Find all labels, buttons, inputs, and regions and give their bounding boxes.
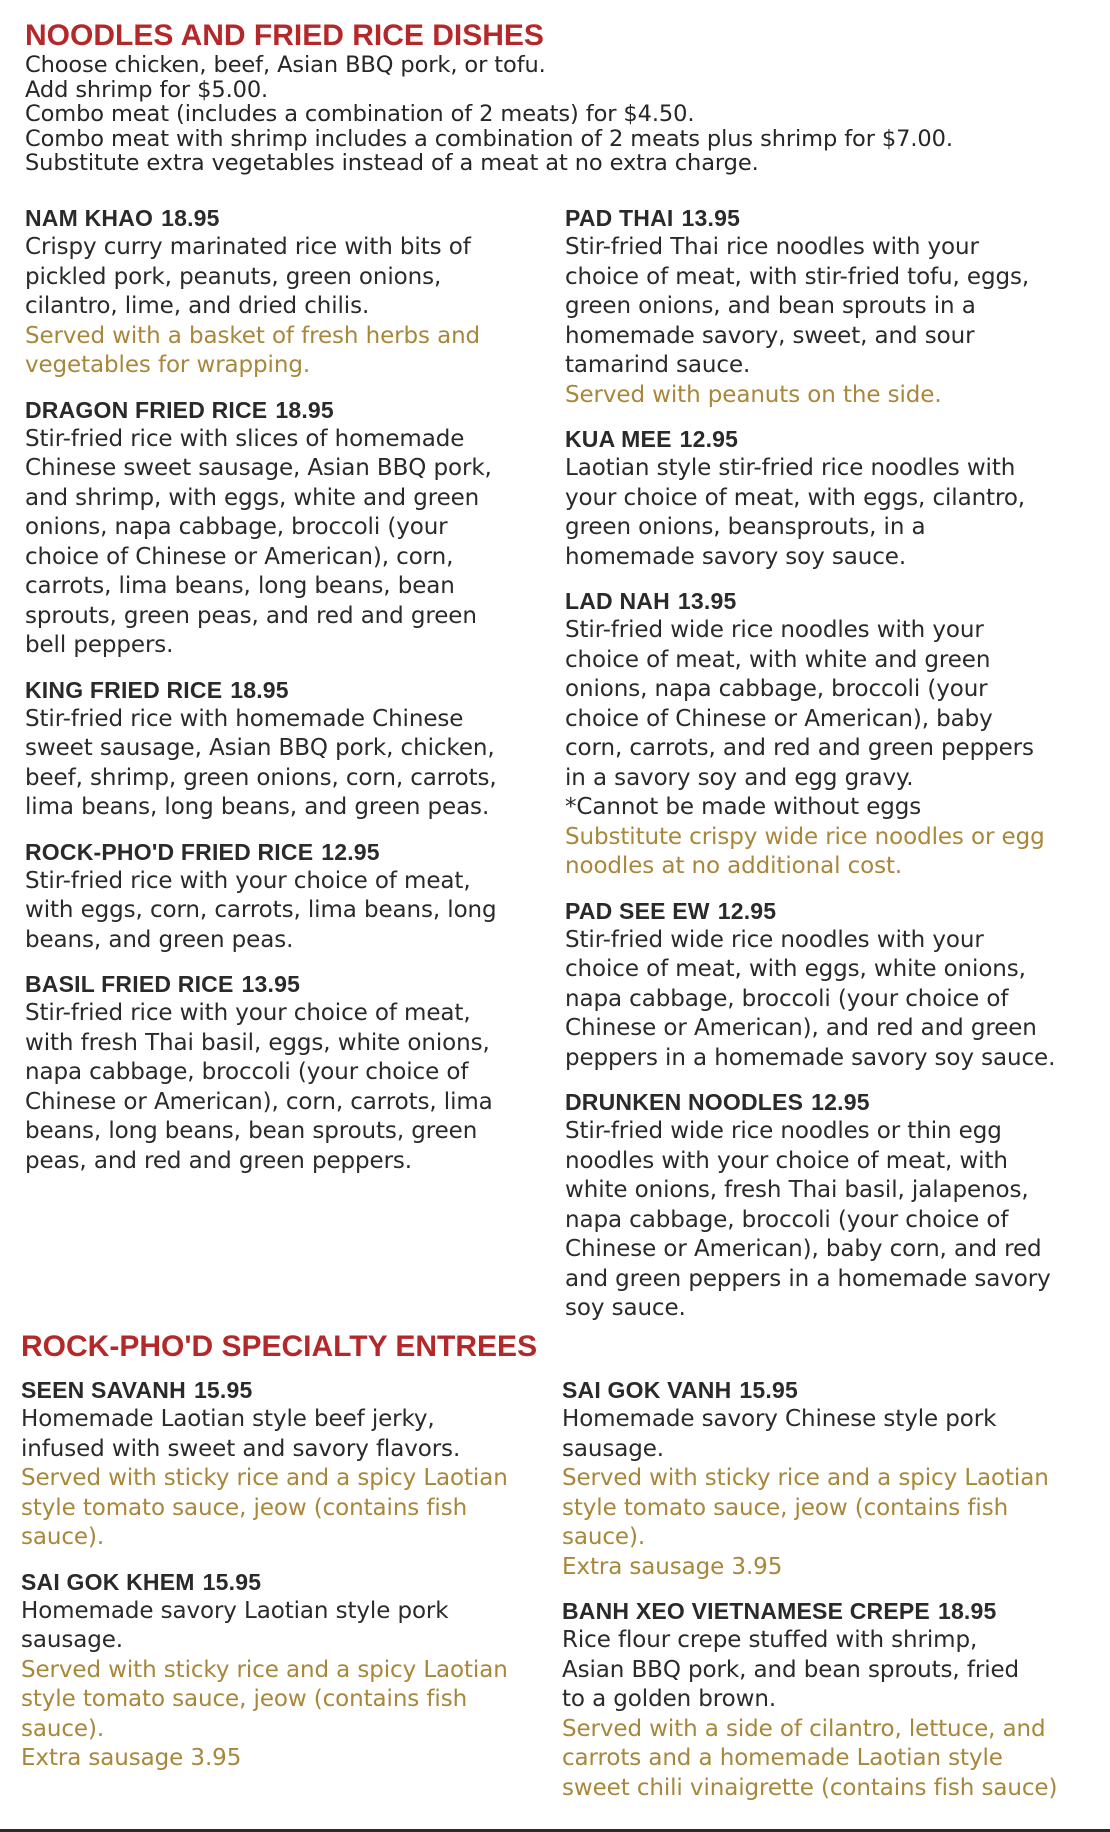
text-line: onions, napa cabbage, broccoli (your xyxy=(25,514,448,540)
text-line: vegetables for wrapping. xyxy=(25,352,311,378)
intro-line: Substitute extra vegetables instead of a meat at no extra charge. xyxy=(25,150,759,176)
text-line: peas, and red and green peppers. xyxy=(25,1147,413,1174)
text-line: Served with a basket of fresh herbs and xyxy=(25,322,481,349)
menu-item-name: PAD SEE EW xyxy=(565,897,710,924)
menu-item-name: SAI GOK KHEM xyxy=(21,1568,195,1595)
text-line: style tomato sauce, jeow (contains fish xyxy=(21,1686,468,1712)
menu-item-price: 12.95 xyxy=(717,897,777,924)
menu-item-note xyxy=(562,1464,1107,1582)
text-line: green onions, beansprouts, in a xyxy=(565,514,926,540)
text-line: Served with peanuts on the side. xyxy=(565,381,942,408)
menu-item-name: PAD THAI xyxy=(565,205,674,231)
text-line: tamarind sauce. xyxy=(565,352,751,378)
menu-item-price: 12.95 xyxy=(321,838,380,865)
menu-item-rock-pho-d-fried-rice xyxy=(25,837,550,956)
menu-item-name: ROCK-PHO'D FRIED RICE xyxy=(25,838,314,865)
text-line: *Cannot be made without eggs xyxy=(565,794,922,820)
intro-line: Add shrimp for $5.00. xyxy=(25,76,269,103)
menu-item-price: 15.95 xyxy=(193,1377,253,1403)
menu-item-seen-savanh xyxy=(21,1375,551,1553)
menu-item-name: KING FRIED RICE xyxy=(25,676,223,703)
menu-item-name: DRAGON FRIED RICE xyxy=(25,396,268,423)
text-line: Chinese sweet sausage, Asian BBQ pork, xyxy=(25,455,492,481)
noodles-left-column xyxy=(25,203,550,1176)
text-line: sauce). xyxy=(21,1715,105,1742)
menu-item-name: DRUNKEN NOODLES xyxy=(565,1089,804,1115)
text-line: lima beans, long beans, and green peas. xyxy=(25,794,490,820)
menu-item-warning xyxy=(565,793,1105,823)
menu-item-heading xyxy=(21,1567,551,1597)
menu-item-name: LAD NAH xyxy=(565,588,670,614)
text-line: corn, carrots, and red and green peppers xyxy=(565,735,1034,761)
menu-item-price: 15.95 xyxy=(739,1377,798,1403)
menu-item-price: 18.95 xyxy=(937,1598,997,1624)
text-line: Homemade Laotian style beef jerky, xyxy=(21,1406,435,1432)
text-line: sweet chili vinaigrette (contains fish sauce) xyxy=(562,1774,1058,1801)
text-line: Substitute crispy wide rice noodles or egg xyxy=(565,823,1045,850)
menu-item-price: 12.95 xyxy=(811,1089,870,1115)
text-line: napa cabbage, broccoli (your choice of xyxy=(25,1059,469,1085)
specialty-right-column xyxy=(562,1375,1107,1803)
menu-item-heading xyxy=(565,1087,1105,1117)
menu-item-name: BANH XEO VIETNAMESE CREPE xyxy=(562,1598,930,1624)
menu-item-price: 18.95 xyxy=(161,205,220,231)
intro-line: Combo meat (includes a combination of 2 meats) for $4.50. xyxy=(25,101,695,127)
text-line: Crispy curry marinated rice with bits of xyxy=(25,234,471,260)
text-line: sweet sausage, Asian BBQ pork, chicken, xyxy=(25,735,495,761)
text-line: Stir-fried rice with homemade Chinese xyxy=(25,705,464,732)
noodles-section-title: NOODLES AND FRIED RICE DISHES xyxy=(25,19,544,52)
menu-item-name: NAM KHAO xyxy=(25,205,154,231)
noodles-right-column xyxy=(565,203,1105,1324)
text-line: Stir-fried rice with slices of homemade xyxy=(25,425,465,452)
menu-item-description xyxy=(25,867,550,956)
text-line: style tomato sauce, jeow (contains fish xyxy=(562,1494,1009,1521)
text-line: in a savory soy and egg gravy. xyxy=(565,764,914,791)
menu-item-banh-xeo-vietnamese-crepe xyxy=(562,1596,1107,1803)
text-line: soy sauce. xyxy=(565,1295,686,1321)
menu-item-description xyxy=(562,1405,1107,1464)
text-line: Served with sticky rice and a spicy Laotian xyxy=(562,1465,1049,1491)
text-line: carrots and a homemade Laotian style xyxy=(562,1745,1003,1771)
text-line: Laotian style stir-fried rice noodles with xyxy=(565,455,1016,481)
menu-item-price: 15.95 xyxy=(202,1568,262,1595)
text-line: green onions, and bean sprouts in a xyxy=(565,293,976,319)
text-line: peppers in a homemade savory soy sauce. xyxy=(565,1044,1056,1071)
menu-item-note xyxy=(562,1715,1107,1804)
menu-item-heading xyxy=(25,395,550,425)
menu-item-lad-nah xyxy=(565,586,1105,882)
text-line: sprouts, green peas, and red and green xyxy=(25,602,477,629)
text-line: Chinese or American), corn, carrots, lima xyxy=(25,1088,493,1115)
menu-item-price: 13.95 xyxy=(677,588,737,614)
text-line: beans, and green peas. xyxy=(25,926,294,953)
text-line: Stir-fried wide rice noodles with your xyxy=(565,926,984,953)
menu-item-description xyxy=(565,616,1105,793)
text-line: Stir-fried wide rice noodles or thin egg xyxy=(565,1118,1002,1144)
text-line: Served with sticky rice and a spicy Laotian xyxy=(21,1656,508,1683)
text-line: Served with sticky rice and a spicy Laotian xyxy=(21,1465,508,1491)
intro-line: Choose chicken, beef, Asian BBQ pork, or tofu. xyxy=(25,52,546,78)
text-line: to a golden brown. xyxy=(562,1686,777,1712)
text-line: choice of meat, with eggs, white onions, xyxy=(565,956,1026,982)
text-line: homemade savory soy sauce. xyxy=(565,543,907,570)
text-line: choice of Chinese or American), corn, xyxy=(25,543,454,570)
menu-item-nam-khao xyxy=(25,203,550,381)
text-line: white onions, fresh Thai basil, jalapenos, xyxy=(565,1177,1029,1203)
text-line: Served with a side of cilantro, lettuce, and xyxy=(562,1715,1046,1742)
menu-item-description xyxy=(565,926,1105,1074)
menu-item-description xyxy=(565,233,1105,381)
menu-item-heading xyxy=(25,837,550,867)
text-line: noodles at no additional cost. xyxy=(565,853,903,879)
menu-item-description xyxy=(565,1117,1105,1324)
menu-item-heading xyxy=(25,675,550,705)
menu-item-pad-see-ew xyxy=(565,896,1105,1074)
menu-item-drunken-noodles xyxy=(565,1087,1105,1324)
text-line: napa cabbage, broccoli (your choice of xyxy=(565,1206,1009,1233)
menu-item-price: 18.95 xyxy=(275,396,334,423)
text-line: noodles with your choice of meat, with xyxy=(565,1147,1008,1174)
menu-item-heading xyxy=(25,969,550,999)
text-line: and shrimp, with eggs, white and green xyxy=(25,484,480,511)
menu-item-note xyxy=(565,381,1105,411)
menu-item-heading xyxy=(565,896,1105,926)
menu-item-description xyxy=(25,999,550,1176)
text-line: Asian BBQ pork, and bean sprouts, fried xyxy=(562,1656,1020,1683)
menu-item-sai-gok-khem xyxy=(21,1567,551,1774)
menu-item-name: BASIL FRIED RICE xyxy=(25,971,234,997)
menu-item-note xyxy=(21,1464,551,1553)
menu-item-heading xyxy=(562,1375,1107,1405)
menu-item-note xyxy=(21,1656,551,1774)
menu-item-description xyxy=(565,454,1105,572)
text-line: onions, napa cabbage, broccoli (your xyxy=(565,676,988,702)
menu-item-name: SEEN SAVANH xyxy=(21,1377,186,1403)
text-line: Chinese or American), baby corn, and red xyxy=(565,1236,1042,1262)
menu-item-heading xyxy=(562,1596,1107,1626)
text-line: Stir-fried rice with your choice of meat, xyxy=(25,867,471,894)
menu-item-price: 12.95 xyxy=(679,426,739,452)
text-line: cilantro, lime, and dried chilis. xyxy=(25,293,370,319)
text-line: Extra sausage 3.95 xyxy=(562,1553,783,1580)
intro-line: Combo meat with shrimp includes a combination of 2 meats plus shrimp for $7.00. xyxy=(25,125,953,152)
menu-item-description xyxy=(562,1626,1107,1715)
text-line: pickled pork, peanuts, green onions, xyxy=(25,263,442,290)
text-line: your choice of meat, with eggs, cilantro, xyxy=(565,484,1025,511)
menu-item-king-fried-rice xyxy=(25,675,550,823)
text-line: beef, shrimp, green onions, corn, carrots, xyxy=(25,764,497,791)
menu-item-description xyxy=(25,233,550,322)
text-line: Extra sausage 3.95 xyxy=(21,1745,242,1771)
menu-item-heading xyxy=(25,203,550,233)
text-line: Rice flour crepe stuffed with shrimp, xyxy=(562,1627,978,1653)
menu-item-heading xyxy=(21,1375,551,1405)
text-line: style tomato sauce, jeow (contains fish xyxy=(21,1494,468,1521)
noodles-intro xyxy=(25,53,953,176)
text-line: with eggs, corn, carrots, lima beans, long xyxy=(25,897,497,923)
menu-item-heading xyxy=(565,586,1105,616)
menu-item-dragon-fried-rice xyxy=(25,395,550,661)
menu-item-kua-mee xyxy=(565,424,1105,572)
text-line: with fresh Thai basil, eggs, white onions, xyxy=(25,1029,490,1056)
menu-item-sai-gok-vanh xyxy=(562,1375,1107,1582)
text-line: choice of Chinese or American), baby xyxy=(565,705,993,732)
text-line: choice of meat, with stir-fried tofu, eggs, xyxy=(565,263,1030,290)
menu-item-price: 18.95 xyxy=(230,676,289,703)
menu-item-description xyxy=(21,1597,551,1656)
menu-item-basil-fried-rice xyxy=(25,969,550,1176)
text-line: napa cabbage, broccoli (your choice of xyxy=(565,985,1009,1012)
text-line: Homemade savory Laotian style pork xyxy=(21,1597,449,1624)
menu-item-heading xyxy=(565,424,1105,454)
text-line: sauce). xyxy=(562,1524,646,1550)
menu-item-description xyxy=(21,1405,551,1464)
text-line: bell peppers. xyxy=(25,632,174,658)
menu-item-price: 13.95 xyxy=(241,971,301,997)
text-line: beans, long beans, bean sprouts, green xyxy=(25,1118,478,1144)
text-line: and green peppers in a homemade savory xyxy=(565,1265,1051,1292)
specialty-section-title: ROCK-PHO'D SPECIALTY ENTREES xyxy=(21,1330,538,1363)
menu-item-price: 13.95 xyxy=(681,205,741,231)
menu-item-name: KUA MEE xyxy=(565,426,672,452)
text-line: sauce). xyxy=(21,1524,105,1550)
menu-item-description xyxy=(25,425,550,661)
menu-item-heading xyxy=(565,203,1105,233)
text-line: choice of meat, with white and green xyxy=(565,646,991,673)
menu-item-description xyxy=(25,705,550,823)
text-line: Homemade savory Chinese style pork xyxy=(562,1406,997,1432)
menu-item-pad-thai xyxy=(565,203,1105,410)
text-line: Stir-fried rice with your choice of meat, xyxy=(25,1000,471,1026)
text-line: homemade savory, sweet, and sour xyxy=(565,322,975,349)
text-line: sausage. xyxy=(562,1435,664,1462)
text-line: infused with sweet and savory flavors. xyxy=(21,1435,461,1462)
menu-item-name: SAI GOK VANH xyxy=(562,1377,732,1403)
text-line: carrots, lima beans, long beans, bean xyxy=(25,573,455,599)
text-line: Stir-fried Thai rice noodles with your xyxy=(565,234,979,260)
text-line: sausage. xyxy=(21,1627,123,1653)
text-line: Chinese or American), and red and green xyxy=(565,1015,1037,1041)
specialty-left-column xyxy=(21,1375,551,1774)
menu-item-note xyxy=(25,322,550,381)
menu-item-note xyxy=(565,823,1105,882)
text-line: Stir-fried wide rice noodles with your xyxy=(565,617,984,643)
